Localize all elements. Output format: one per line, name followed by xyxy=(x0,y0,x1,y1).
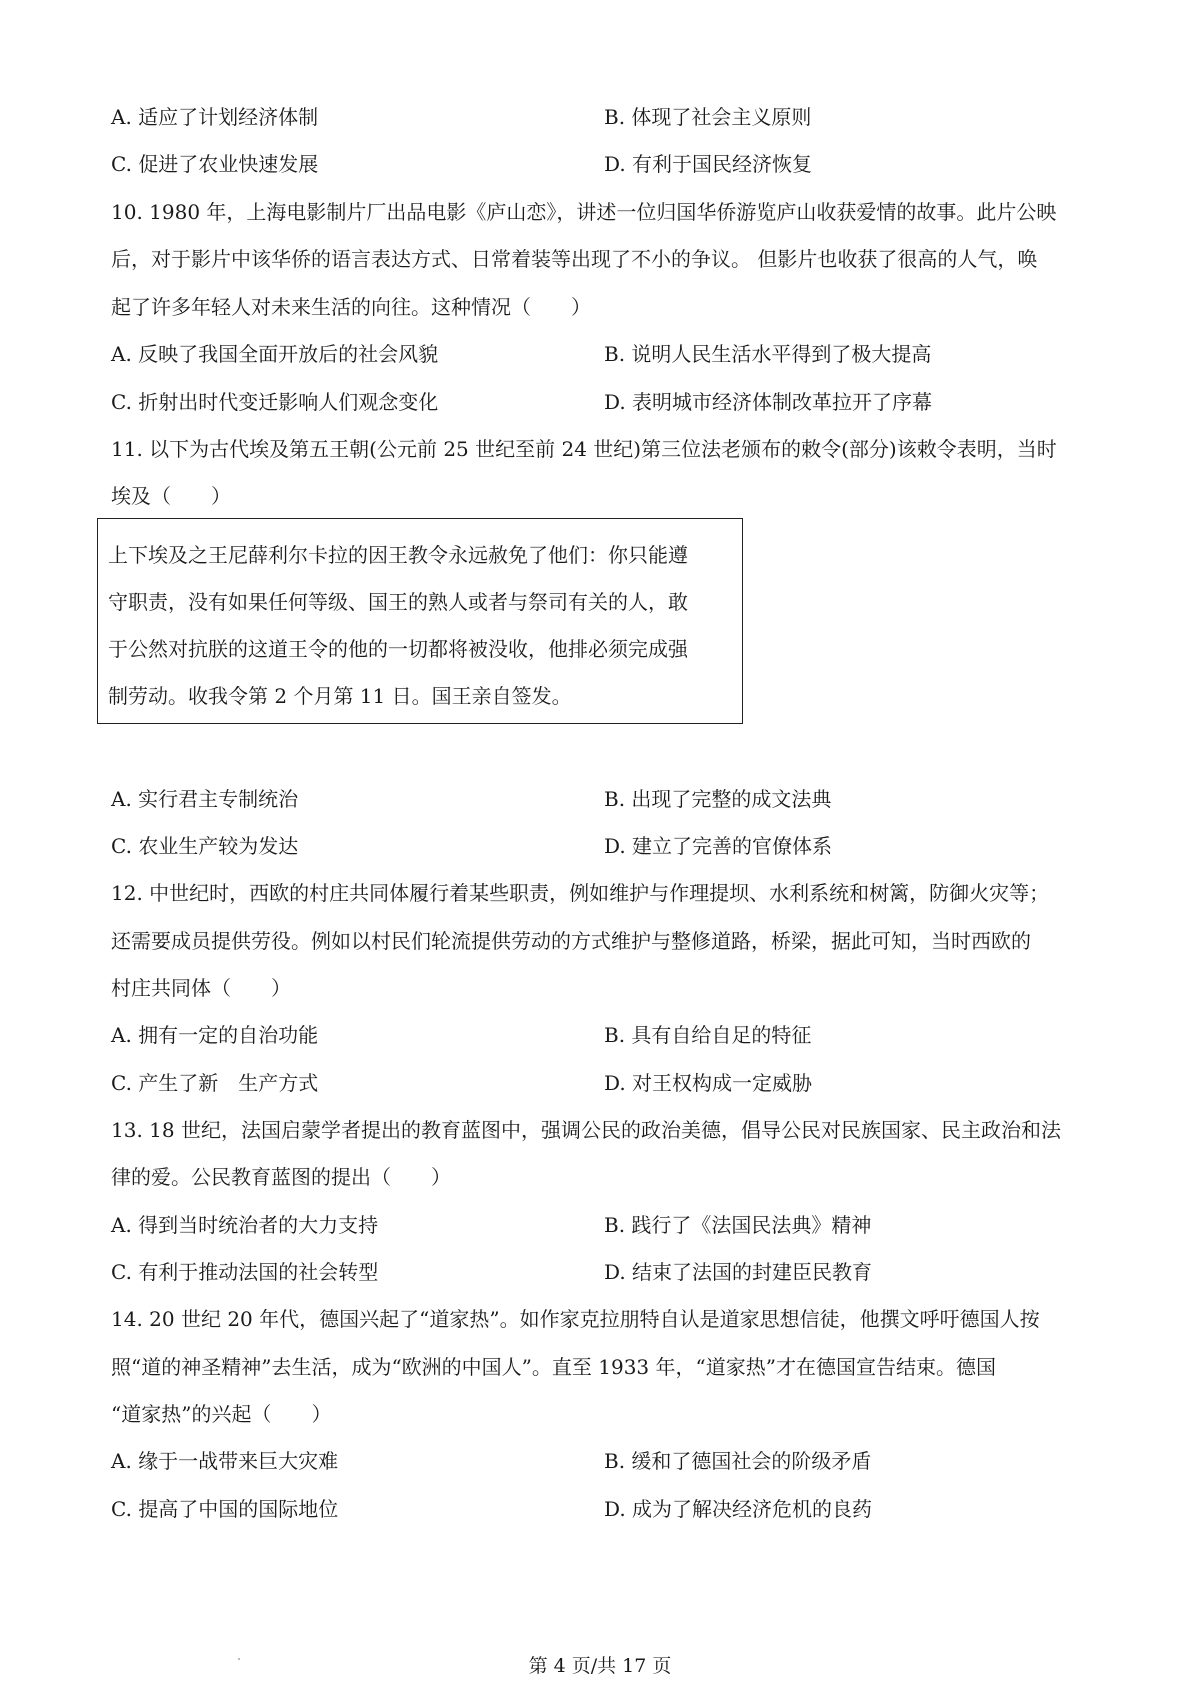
q13-option-d xyxy=(604,1258,872,1286)
q10-option-c xyxy=(111,388,438,416)
option-text: 实行君主专制统治 xyxy=(138,787,299,811)
option-text: 折射出时代变迁影响人们观念变化 xyxy=(138,390,439,414)
q12-option-b xyxy=(604,1021,811,1049)
q10-stem-line-2: 后，对于影片中该华侨的语言表达方式、日常着装等出现了不小的争议。 但影片也收获了很高的人气，唤 xyxy=(111,247,1038,271)
q14-stem-line-2: 照“道的神圣精神”去生活，成为“欧洲的中国人”。直至 1933 年，“道家热”才在德国宣告结束。德国 xyxy=(111,1355,996,1379)
q12-option-c xyxy=(111,1069,318,1097)
q12-stem-line-3: 村庄共同体（ ） xyxy=(111,976,291,1000)
q11-option-c xyxy=(111,832,298,860)
q9-option-d xyxy=(604,150,812,178)
option-label: D. xyxy=(604,1071,626,1095)
option-text: 产生了新 生产方式 xyxy=(138,1071,319,1095)
q13-option-b xyxy=(604,1211,871,1239)
option-text: 对王权构成一定威胁 xyxy=(632,1071,813,1095)
q11-stem-line-2: 埃及（ ） xyxy=(111,484,231,508)
q10-option-d xyxy=(604,388,932,416)
q14-option-a xyxy=(111,1447,338,1475)
option-label: D. xyxy=(604,1497,626,1521)
q10-stem-line-3: 起了许多年轻人对未来生活的向往。这种情况（ ） xyxy=(111,295,591,319)
option-text: 建立了完善的官僚体系 xyxy=(632,834,833,858)
option-label: C. xyxy=(111,152,132,176)
option-text: 有利于国民经济恢复 xyxy=(632,152,813,176)
q13-stem-line-2: 律的爱。公民教育蓝图的提出（ ） xyxy=(111,1165,451,1189)
q11-option-d xyxy=(604,832,832,860)
option-text: 促进了农业快速发展 xyxy=(138,152,319,176)
option-text: 适应了计划经济体制 xyxy=(138,105,319,129)
q14-stem-line-1: 14. 20 世纪 20 年代，德国兴起了“道家热”。如作家克拉朋特自认是道家思想信徒，他撰文呼吁德国人按 xyxy=(111,1307,1040,1331)
option-text: 具有自给自足的特征 xyxy=(631,1023,812,1047)
option-label: B. xyxy=(604,1449,626,1473)
page-number-footer: 第 4 页/共 17 页 xyxy=(528,1655,672,1677)
option-label: B. xyxy=(604,342,626,366)
q10-option-a xyxy=(111,340,438,368)
quote-line-3: 于公然对抗朕的这道王令的他的一切都将被没收，他排必须完成强 xyxy=(108,637,688,661)
option-text: 体现了社会主义原则 xyxy=(631,105,812,129)
q11-option-b xyxy=(604,785,831,813)
option-text: 有利于推动法国的社会转型 xyxy=(138,1260,379,1284)
q9-option-c xyxy=(111,150,318,178)
q14-option-c xyxy=(111,1495,338,1523)
option-text: 农业生产较为发达 xyxy=(138,834,299,858)
option-text: 践行了《法国民法典》精神 xyxy=(631,1213,872,1237)
option-label: D. xyxy=(604,1260,626,1284)
option-label: B. xyxy=(604,1213,626,1237)
option-label: D. xyxy=(604,834,626,858)
q11-quote-box xyxy=(97,518,743,724)
option-label: A. xyxy=(111,1449,132,1473)
option-text: 缓和了德国社会的阶级矛盾 xyxy=(631,1449,872,1473)
q14-option-d xyxy=(604,1495,872,1523)
option-label: B. xyxy=(604,1023,626,1047)
q12-option-a xyxy=(111,1021,318,1049)
option-label: C. xyxy=(111,834,132,858)
option-label: A. xyxy=(111,342,132,366)
q12-stem-line-1: 12. 中世纪时，西欧的村庄共同体履行着某些职责，例如维护与作理提坝、水利系统和树篱，防御火灾等； xyxy=(111,881,1050,905)
quote-line-2: 守职责，没有如果任何等级、国王的熟人或者与祭司有关的人，敢 xyxy=(108,590,688,614)
option-label: A. xyxy=(111,1213,132,1237)
q10-option-b xyxy=(604,340,931,368)
q13-stem-line-1: 13. 18 世纪，法国启蒙学者提出的教育蓝图中，强调公民的政治美德，倡导公民对民族国家、民主政治和法 xyxy=(111,1118,1061,1142)
option-text: 拥有一定的自治功能 xyxy=(138,1023,319,1047)
option-label: C. xyxy=(111,1071,132,1095)
option-text: 出现了完整的成文法典 xyxy=(631,787,832,811)
q13-option-c xyxy=(111,1258,378,1286)
option-label: C. xyxy=(111,1260,132,1284)
option-text: 反映了我国全面开放后的社会风貌 xyxy=(138,342,439,366)
option-text: 得到当时统治者的大力支持 xyxy=(138,1213,379,1237)
q9-option-b xyxy=(604,103,811,131)
q11-stem-line-1: 11. 以下为古代埃及第五王朝(公元前 25 世纪至前 24 世纪)第三位法老颁布的敕令(部分)该敕令表明，当时 xyxy=(111,437,1057,461)
q13-option-a xyxy=(111,1211,378,1239)
quote-line-4: 制劳动。收我令第 2 个月第 11 日。国王亲自签发。 xyxy=(108,684,572,708)
option-label: A. xyxy=(111,105,132,129)
option-label: A. xyxy=(111,787,132,811)
q11-option-a xyxy=(111,785,298,813)
q12-stem-line-2: 还需要成员提供劳役。例如以村民们轮流提供劳动的方式维护与整修道路，桥梁，据此可知，当时西欧的 xyxy=(111,929,1031,953)
option-text: 成为了解决经济危机的良药 xyxy=(632,1497,873,1521)
option-text: 表明城市经济体制改革拉开了序幕 xyxy=(632,390,933,414)
option-label: D. xyxy=(604,152,626,176)
option-label: B. xyxy=(604,787,626,811)
q14-option-b xyxy=(604,1447,871,1475)
option-label: B. xyxy=(604,105,626,129)
option-label: C. xyxy=(111,390,132,414)
option-label: A. xyxy=(111,1023,132,1047)
q10-stem-line-1: 10. 1980 年，上海电影制片厂出品电影《庐山恋》，讲述一位归国华侨游览庐山收获爱情的故事。此片公映 xyxy=(111,200,1057,224)
option-text: 提高了中国的国际地位 xyxy=(138,1497,339,1521)
option-text: 结束了法国的封建臣民教育 xyxy=(632,1260,873,1284)
quote-line-1: 上下埃及之王尼薛利尔卡拉的因王教令永远赦免了他们：你只能遵 xyxy=(108,543,688,567)
q12-option-d xyxy=(604,1069,812,1097)
q9-option-a xyxy=(111,103,318,131)
option-label: C. xyxy=(111,1497,132,1521)
option-label: D. xyxy=(604,390,626,414)
option-text: 说明人民生活水平得到了极大提高 xyxy=(631,342,932,366)
q14-stem-line-3: “道家热”的兴起（ ） xyxy=(111,1402,332,1426)
option-text: 缘于一战带来巨大灾难 xyxy=(138,1449,339,1473)
